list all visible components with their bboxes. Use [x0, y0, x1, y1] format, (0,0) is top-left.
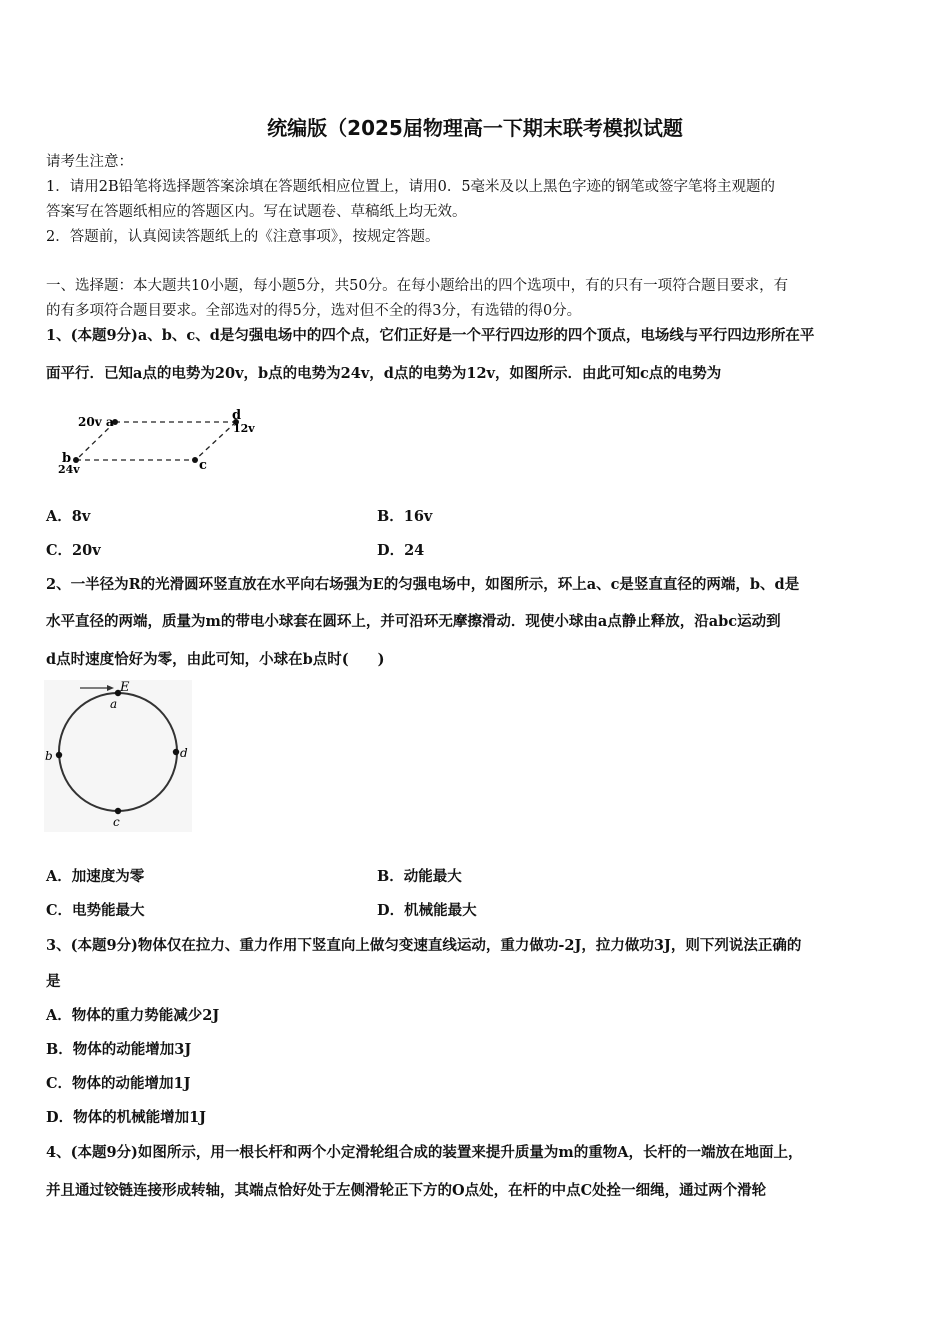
- q2-stem-line-1: 2、一半径为R的光滑圆环竖直放在水平向右场强为E的匀强电场中，如图所示，环上a、c是竖直直径的两端，b、d是: [46, 576, 800, 593]
- section-intro-line-2: 的有多项符合题目要求。全部选对的得5分，选对但不全的得3分，有选错的得0分。: [46, 303, 582, 319]
- page-title: 统编版（2025届物理高一下期末联考模拟试题: [267, 116, 683, 140]
- q2-option-c: C．电势能最大: [46, 902, 145, 919]
- q2-stem-line-2: 水平直径的两端，质量为m的带电小球套在圆环上，并可沿环无摩擦滑动．现使小球由a点静止释放，沿abc运动到: [46, 613, 781, 630]
- label-b: b: [62, 451, 72, 466]
- q1-stem-line-2: 面平行．已知a点的电势为20v，b点的电势为24v，d点的电势为12v，如图所示．由此可知c点的电势为: [46, 365, 722, 382]
- label-c: c: [113, 815, 120, 829]
- point-c: [115, 808, 121, 814]
- point-c: [192, 457, 198, 463]
- q2-option-d: D．机械能最大: [377, 902, 477, 919]
- q3-option-d: D．物体的机械能增加1J: [46, 1109, 207, 1126]
- label-d: d: [232, 408, 242, 423]
- q1-option-b: B．16v: [377, 508, 433, 525]
- label-a: a: [110, 697, 118, 711]
- q1-parallelogram-figure: [50, 405, 270, 480]
- label-E: E: [120, 680, 130, 695]
- label-d-value: 12v: [233, 422, 255, 435]
- label-b-value: 24v: [58, 463, 80, 476]
- notice-item-2: 2．答题前，认真阅读答题纸上的《注意事项》，按规定答题。: [46, 229, 440, 245]
- point-d: [173, 749, 179, 755]
- section-intro-line-1: 一、选择题：本大题共10小题，每小题5分，共50分。在每小题给出的四个选项中，有的只有一项符合题目要求，有: [46, 278, 789, 294]
- q2-stem-line-3: d点时速度恰好为零，由此可知，小球在b点时( ): [46, 651, 385, 668]
- label-b: b: [45, 749, 53, 763]
- q4-stem-line-2: 并且通过铰链连接形成转轴，其端点恰好处于左侧滑轮正下方的O点处，在杆的中点C处拴一细绳，通过两个滑轮: [46, 1182, 767, 1199]
- q2-option-b: B．动能最大: [377, 868, 462, 885]
- q2-ring-figure: [44, 680, 192, 832]
- q4-stem-line-1: 4、(本题9分)如图所示，用一根长杆和两个小定滑轮组合成的装置来提升质量为m的重物A，长杆的一端放在地面上，: [46, 1144, 803, 1161]
- notice-item-1-line-1: 1．请用2B铅笔将选择题答案涂填在答题纸相应位置上，请用0．5毫米及以上黑色字迹的钢笔或签字笔将主观题的: [46, 179, 776, 195]
- q1-option-c: C．20v: [46, 542, 101, 559]
- q1-stem-line-1: 1、(本题9分)a、b、c、d是匀强电场中的四个点，它们正好是一个平行四边形的四个顶点，电场线与平行四边形所在平: [46, 327, 815, 344]
- q3-option-b: B．物体的动能增加3J: [46, 1041, 192, 1058]
- q3-stem-line-2: 是: [46, 973, 61, 990]
- label-d: d: [180, 746, 188, 760]
- q3-option-a: A．物体的重力势能减少2J: [46, 1007, 220, 1024]
- notice-item-1-line-2: 答案写在答题纸相应的答题区内。写在试题卷、草稿纸上均无效。: [46, 204, 467, 220]
- edge-dc: [195, 422, 236, 460]
- q1-option-d: D．24: [377, 542, 425, 559]
- q1-option-a: A．8v: [46, 508, 91, 525]
- q3-option-c: C．物体的动能增加1J: [46, 1075, 191, 1092]
- point-b: [56, 752, 62, 758]
- q3-stem-line-1: 3、(本题9分)物体仅在拉力、重力作用下竖直向上做匀变速直线运动，重力做功-2J，拉力做功3J，则下列说法正确的: [46, 937, 802, 954]
- q2-option-a: A．加速度为零: [46, 868, 145, 885]
- notice-heading: 请考生注意：: [46, 154, 133, 170]
- label-c: c: [199, 458, 207, 473]
- label-a: 20v a: [78, 415, 114, 429]
